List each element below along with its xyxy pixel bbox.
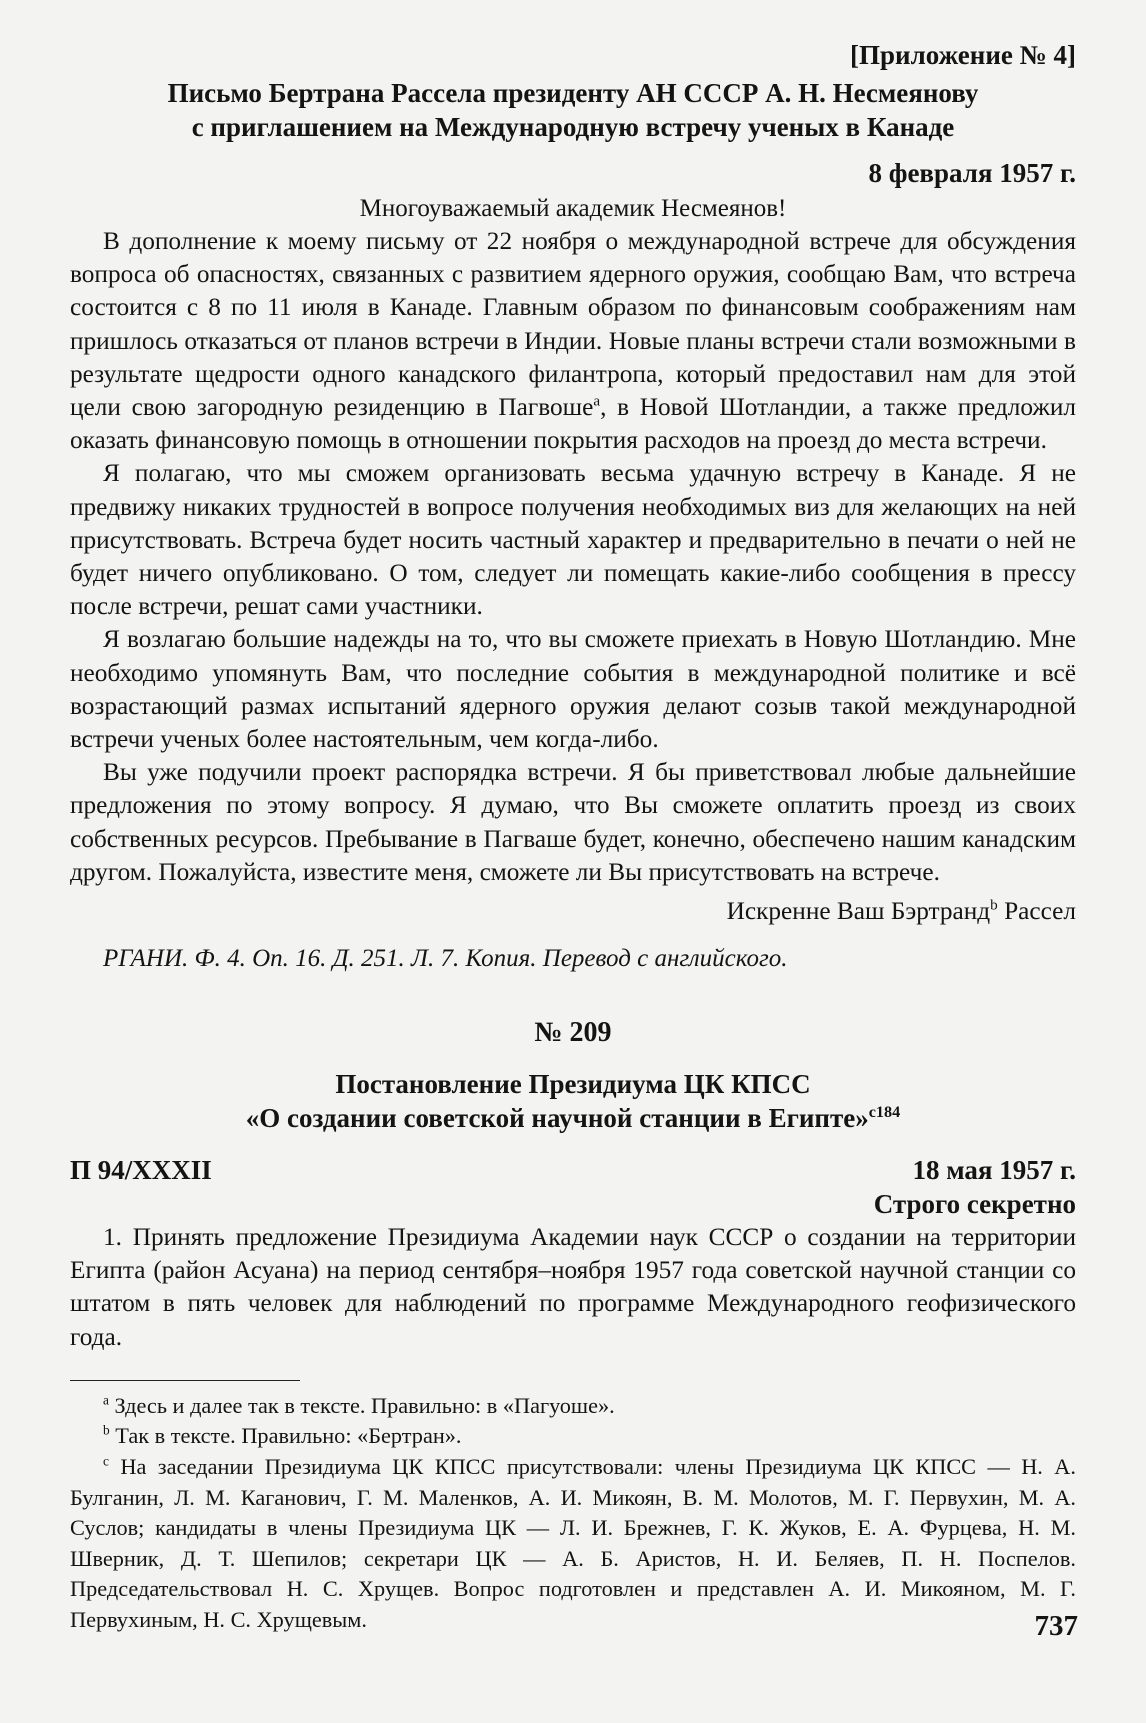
letter-signature bbox=[70, 895, 1076, 928]
footnote-ref-b: b bbox=[990, 896, 998, 914]
resolution-title-line2 bbox=[70, 1101, 1076, 1135]
footnote-c-mark: c bbox=[103, 1453, 109, 1469]
footnote-b-text: Так в тексте. Правильно: «Бертран». bbox=[109, 1423, 462, 1449]
footnote-ref-c: c184 bbox=[868, 1103, 901, 1122]
footnote-a-text: Здесь и далее так в тексте. Правильно: в «Пагуоше». bbox=[108, 1392, 615, 1418]
resolution-date: 18 мая 1957 г. bbox=[912, 1155, 1076, 1186]
archive-source: РГАНИ. Ф. 4. Оп. 16. Д. 251. Л. 7. Копия. Перевод с английского. bbox=[103, 945, 788, 973]
signature-text-b: Рассел bbox=[997, 897, 1076, 926]
resolution-title-line1: Постановление Президиума ЦК КПСС bbox=[335, 1069, 811, 1100]
letter-paragraph-1 bbox=[70, 225, 1076, 457]
footnote-b-mark: b bbox=[103, 1423, 110, 1439]
footnote-divider bbox=[70, 1380, 300, 1381]
footnote-b bbox=[70, 1421, 1076, 1452]
signature-text-a: Искренне Ваш Бэртранд bbox=[726, 897, 991, 926]
footnote-a bbox=[70, 1391, 1076, 1422]
resolution-title-line2-text: «О создании советской научной станции в Египте» bbox=[245, 1103, 869, 1134]
letter-paragraph-1-text-a: В дополнение к моему письму от 22 ноября о международной встрече для обсуждения вопроса об опасностях, связанных с развитием ядерного оружия, сообщаю Вам, что встреча состоится с 8 по 11 июля в Канаде. Главным образом по финансовым соображениям нам пришлось отказаться от планов встречи в Индии. Новые планы встречи стали возможными в результате щедрости одного канадского филантропа, который предоставил нам для этой цели свою загородную резиденцию в Пагвоше bbox=[70, 227, 1076, 422]
letter-date: 8 февраля 1957 г. bbox=[868, 158, 1076, 188]
resolution-meta-row bbox=[70, 1153, 1076, 1187]
annex-label: [Приложение № 4] bbox=[850, 40, 1076, 70]
letter-title-line2: с приглашением на Международную встречу ученых в Канаде bbox=[191, 112, 955, 142]
footnote-c-text: На заседании Президиума ЦК КПСС присутствовали: члены Президиума ЦК КПСС — Н. А. Булганин, Л. М. Каганович, Г. М. Маленков, А. И. Микоян, В. М. Молотов, М. Г. Первухин, М. А. Суслов; кандидаты в члены Президиума ЦК — Л. И. Брежнев, Г. К. Жуков, Е. А. Фурцева, Н. М. Шверник, Д. Т. Шепилов; секретари ЦК — А. Б. Аристов, Н. И. Беляев, П. Н. Поспелов. Председательствовал Н. С. Хрущев. Вопрос подготовлен и представлен А. И. Микояном, М. Г. Первухиным, Н. С. Хрущевым. bbox=[70, 1454, 1076, 1633]
letter-paragraph-2: Я полагаю, что мы сможем организовать весьма удачную встречу в Канаде. Я не предвижу никаких трудностей в вопросе получения необходимых виз для желающих на ней присутствовать. Встреча будет носить частный характер и предварительно в печати о ней не будет ничего опубликовано. О том, следует ли помещать какие-либо сообщения в прессу после встречи, решат сами участники. bbox=[70, 459, 1076, 621]
letter-paragraph-3: Я возлагаю большие надежды на то, что вы сможете приехать в Новую Шотландию. Мне необходимо упомянуть Вам, что последние события в международной политике и всё возрастающий размах испытаний ядерного оружия делают созыв такой международной встречи ученых более настоятельным, чем когда-либо. bbox=[70, 625, 1076, 754]
page-number: 737 bbox=[1034, 1610, 1078, 1642]
letter-paragraph-4: Вы уже подучили проект распорядка встречи. Я бы приветствовал любые дальнейшие предложения по этому вопросу. Я думаю, что Вы сможете оплатить проезд из своих собственных ресурсов. Пребывание в Пагваше будет, конечно, обеспечено нашим канадским другом. Пожалуйста, известите меня, сможете ли Вы присутствовать на встрече. bbox=[70, 758, 1076, 886]
footnote-ref-a: a bbox=[593, 392, 601, 410]
footnote-a-mark: a bbox=[103, 1392, 109, 1408]
document-number: № 209 bbox=[534, 1017, 612, 1049]
letter-title-line1: Письмо Бертрана Рассела президенту АН СССР А. Н. Несмеянову bbox=[167, 78, 979, 108]
letter-title bbox=[70, 76, 1076, 144]
letter-salutation: Многоуважаемый академик Несмеянов! bbox=[359, 195, 787, 222]
classification-label: Строго секретно bbox=[873, 1189, 1076, 1220]
resolution-code: П 94/XXXII bbox=[70, 1155, 212, 1186]
letter-paragraph-1-text-b: , в Новой Шотландии, а также предложил оказать финансовую помощь в отношении покрытия расходов на проезд до места встречи. bbox=[70, 393, 1076, 455]
footnote-c bbox=[70, 1452, 1076, 1636]
resolution-title bbox=[70, 1067, 1076, 1135]
resolution-item-1: 1. Принять предложение Президиума Академии наук СССР о создании на территории Египта (район Асуана) на период сентября–ноября 1957 года советской научной станции со штатом в пять человек для наблюдений по программе Международного геофизического года. bbox=[70, 1223, 1076, 1351]
